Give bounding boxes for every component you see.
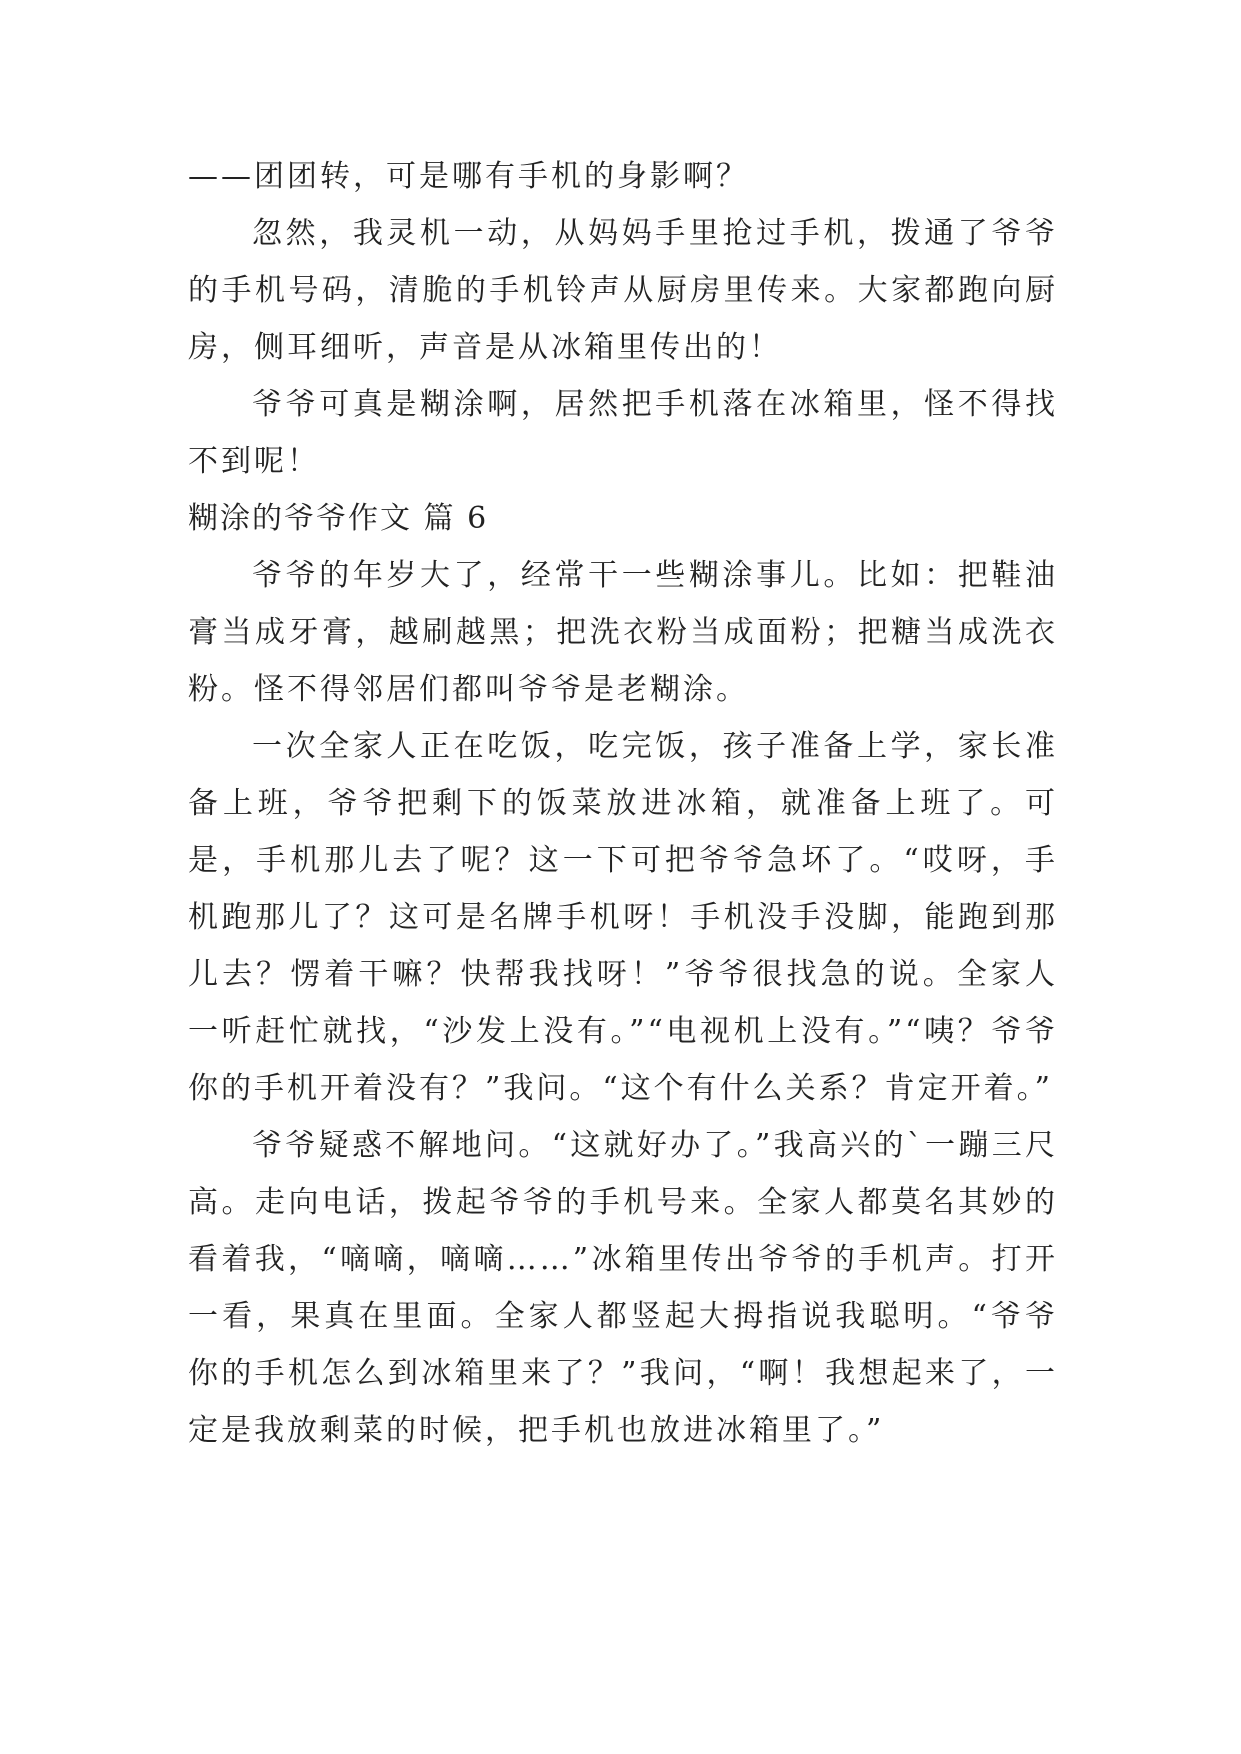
paragraph: 爷爷可真是糊涂啊，居然把手机落在冰箱里，怪不得找不到呢！ xyxy=(188,387,1058,479)
section-heading: 糊涂的爷爷作文 篇 6 xyxy=(188,501,489,536)
paragraph: 爷爷疑惑不解地问。“这就好办了。”我高兴的`一蹦三尺高。走向电话，拨起爷爷的手机号来。全家人都莫名其妙的看着我，“嘀嘀，嘀嘀……”冰箱里传出爷爷的手机声。打开一看，果真在里面。全家人都竖起大拇指说我聪明。“爷爷你的手机怎么到冰箱里来了？”我问，“啊！我想起来了，一定是我放剩菜的时候，把手机也放进冰箱里了。” xyxy=(188,1128,1058,1448)
paragraph: 忽然，我灵机一动，从妈妈手里抢过手机，拨通了爷爷的手机号码，清脆的手机铃声从厨房里传来。大家都跑向厨房，侧耳细听，声音是从冰箱里传出的！ xyxy=(188,216,1058,365)
document-body xyxy=(188,148,1058,1459)
paragraph: 爷爷的年岁大了，经常干一些糊涂事儿。比如：把鞋油膏当成牙膏，越刷越黑；把洗衣粉当成面粉；把糖当成洗衣粉。怪不得邻居们都叫爷爷是老糊涂。 xyxy=(188,558,1058,707)
paragraph: 一次全家人正在吃饭，吃完饭，孩子准备上学，家长准备上班，爷爷把剩下的饭菜放进冰箱，就准备上班了。可是，手机那儿去了呢？这一下可把爷爷急坏了。“哎呀，手机跑那儿了？这可是名牌手机呀！手机没手没脚，能跑到那儿去？愣着干嘛？快帮我找呀！”爷爷很找急的说。全家人一听赶忙就找，“沙发上没有。”“电视机上没有。”“咦？爷爷你的手机开着没有？”我问。“这个有什么关系？肯定开着。” xyxy=(188,729,1058,1106)
paragraph-continued: ——团团转，可是哪有手机的身影啊？ xyxy=(188,159,749,194)
